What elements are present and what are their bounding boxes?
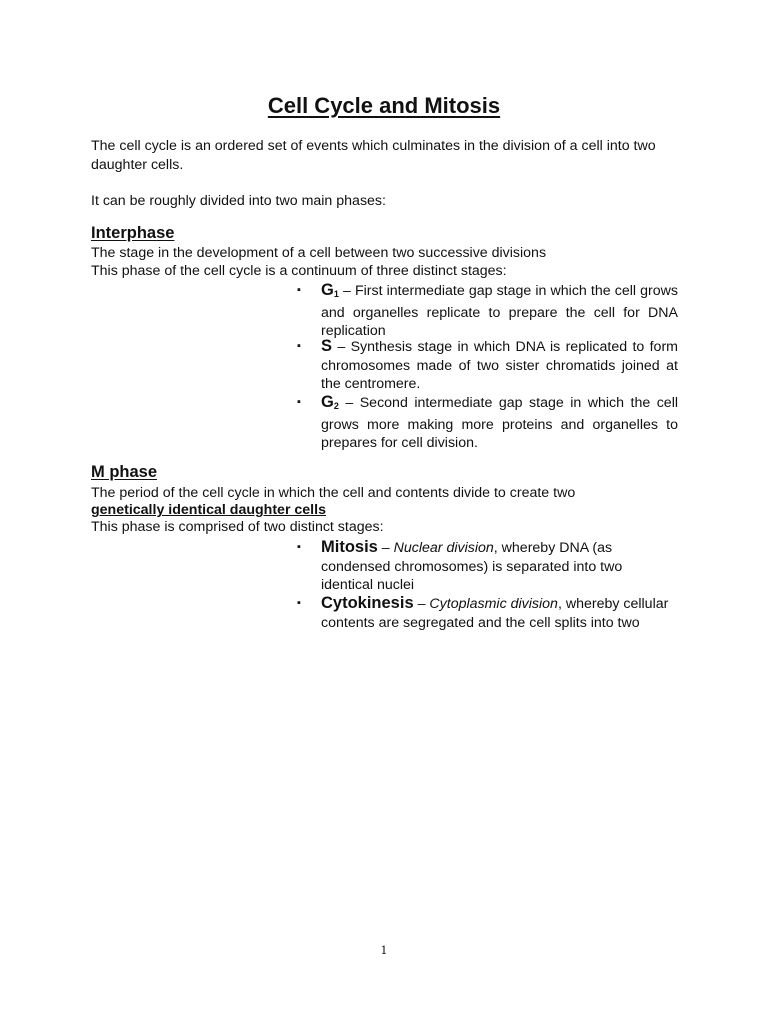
stage-s-description: – Synthesis stage in which DNA is replicated to form chromosomes made of two sister chromatids joined at the centromere. xyxy=(321,339,678,392)
stage-mitosis xyxy=(297,538,678,595)
stage-g2 xyxy=(297,393,678,453)
stage-s-term: S xyxy=(321,337,333,355)
interphase-heading: Interphase xyxy=(91,224,175,242)
stage-cytokinesis xyxy=(297,594,678,632)
bullet-icon: ▪ xyxy=(297,597,301,609)
stage-g2-subscript: 2 xyxy=(333,401,339,411)
stage-cytokinesis-term: Cytokinesis xyxy=(321,594,414,612)
bullet-icon: ▪ xyxy=(297,284,301,296)
stage-mitosis-italic: Nuclear division xyxy=(393,540,494,556)
stage-mitosis-dash: – xyxy=(377,540,394,556)
m-phase-definition: The period of the cell cycle in which the cell and contents divide to create two xyxy=(91,485,576,501)
page-number: 1 xyxy=(380,944,388,957)
page-title: Cell Cycle and Mitosis xyxy=(267,93,501,118)
bullet-icon: ▪ xyxy=(297,340,301,352)
intro-paragraph: The cell cycle is an ordered set of events which culminates in the division of a cell into two daughter cells. xyxy=(91,138,656,173)
m-phase-emphasis: genetically identical daughter cells xyxy=(91,502,326,518)
stage-s xyxy=(297,337,678,394)
interphase-stages-intro: This phase of the cell cycle is a continuum of three distinct stages: xyxy=(91,263,507,279)
interphase-definition: The stage in the development of a cell between two successive divisions xyxy=(91,245,547,261)
stage-g1-description: – First intermediate gap stage in which the cell grows and organelles replicate to prepare the cell for DNA replication xyxy=(321,283,678,339)
stage-g1-subscript: 1 xyxy=(333,289,339,299)
stage-cytokinesis-italic: Cytoplasmic division xyxy=(429,596,558,612)
stage-mitosis-description: , whereby DNA (as condensed chromosomes) is separated into two identical nuclei xyxy=(321,540,623,593)
stage-g2-term: G xyxy=(321,393,334,411)
stage-mitosis-term: Mitosis xyxy=(321,538,378,556)
stage-cytokinesis-description: , whereby cellular contents are segregated and the cell splits into two xyxy=(321,596,669,631)
stage-cytokinesis-dash: – xyxy=(413,596,430,612)
stage-g2-description: – Second intermediate gap stage in which the cell grows more making more proteins and organelles to prepares for cell division. xyxy=(321,395,678,451)
bullet-icon: ▪ xyxy=(297,541,301,553)
stage-g1-term: G xyxy=(321,281,334,299)
m-phase-heading: M phase xyxy=(91,463,158,481)
m-phase-stages-intro: This phase is comprised of two distinct stages: xyxy=(91,519,384,535)
division-intro: It can be roughly divided into two main phases: xyxy=(91,193,386,209)
stage-g1 xyxy=(297,281,678,341)
bullet-icon: ▪ xyxy=(297,396,301,408)
